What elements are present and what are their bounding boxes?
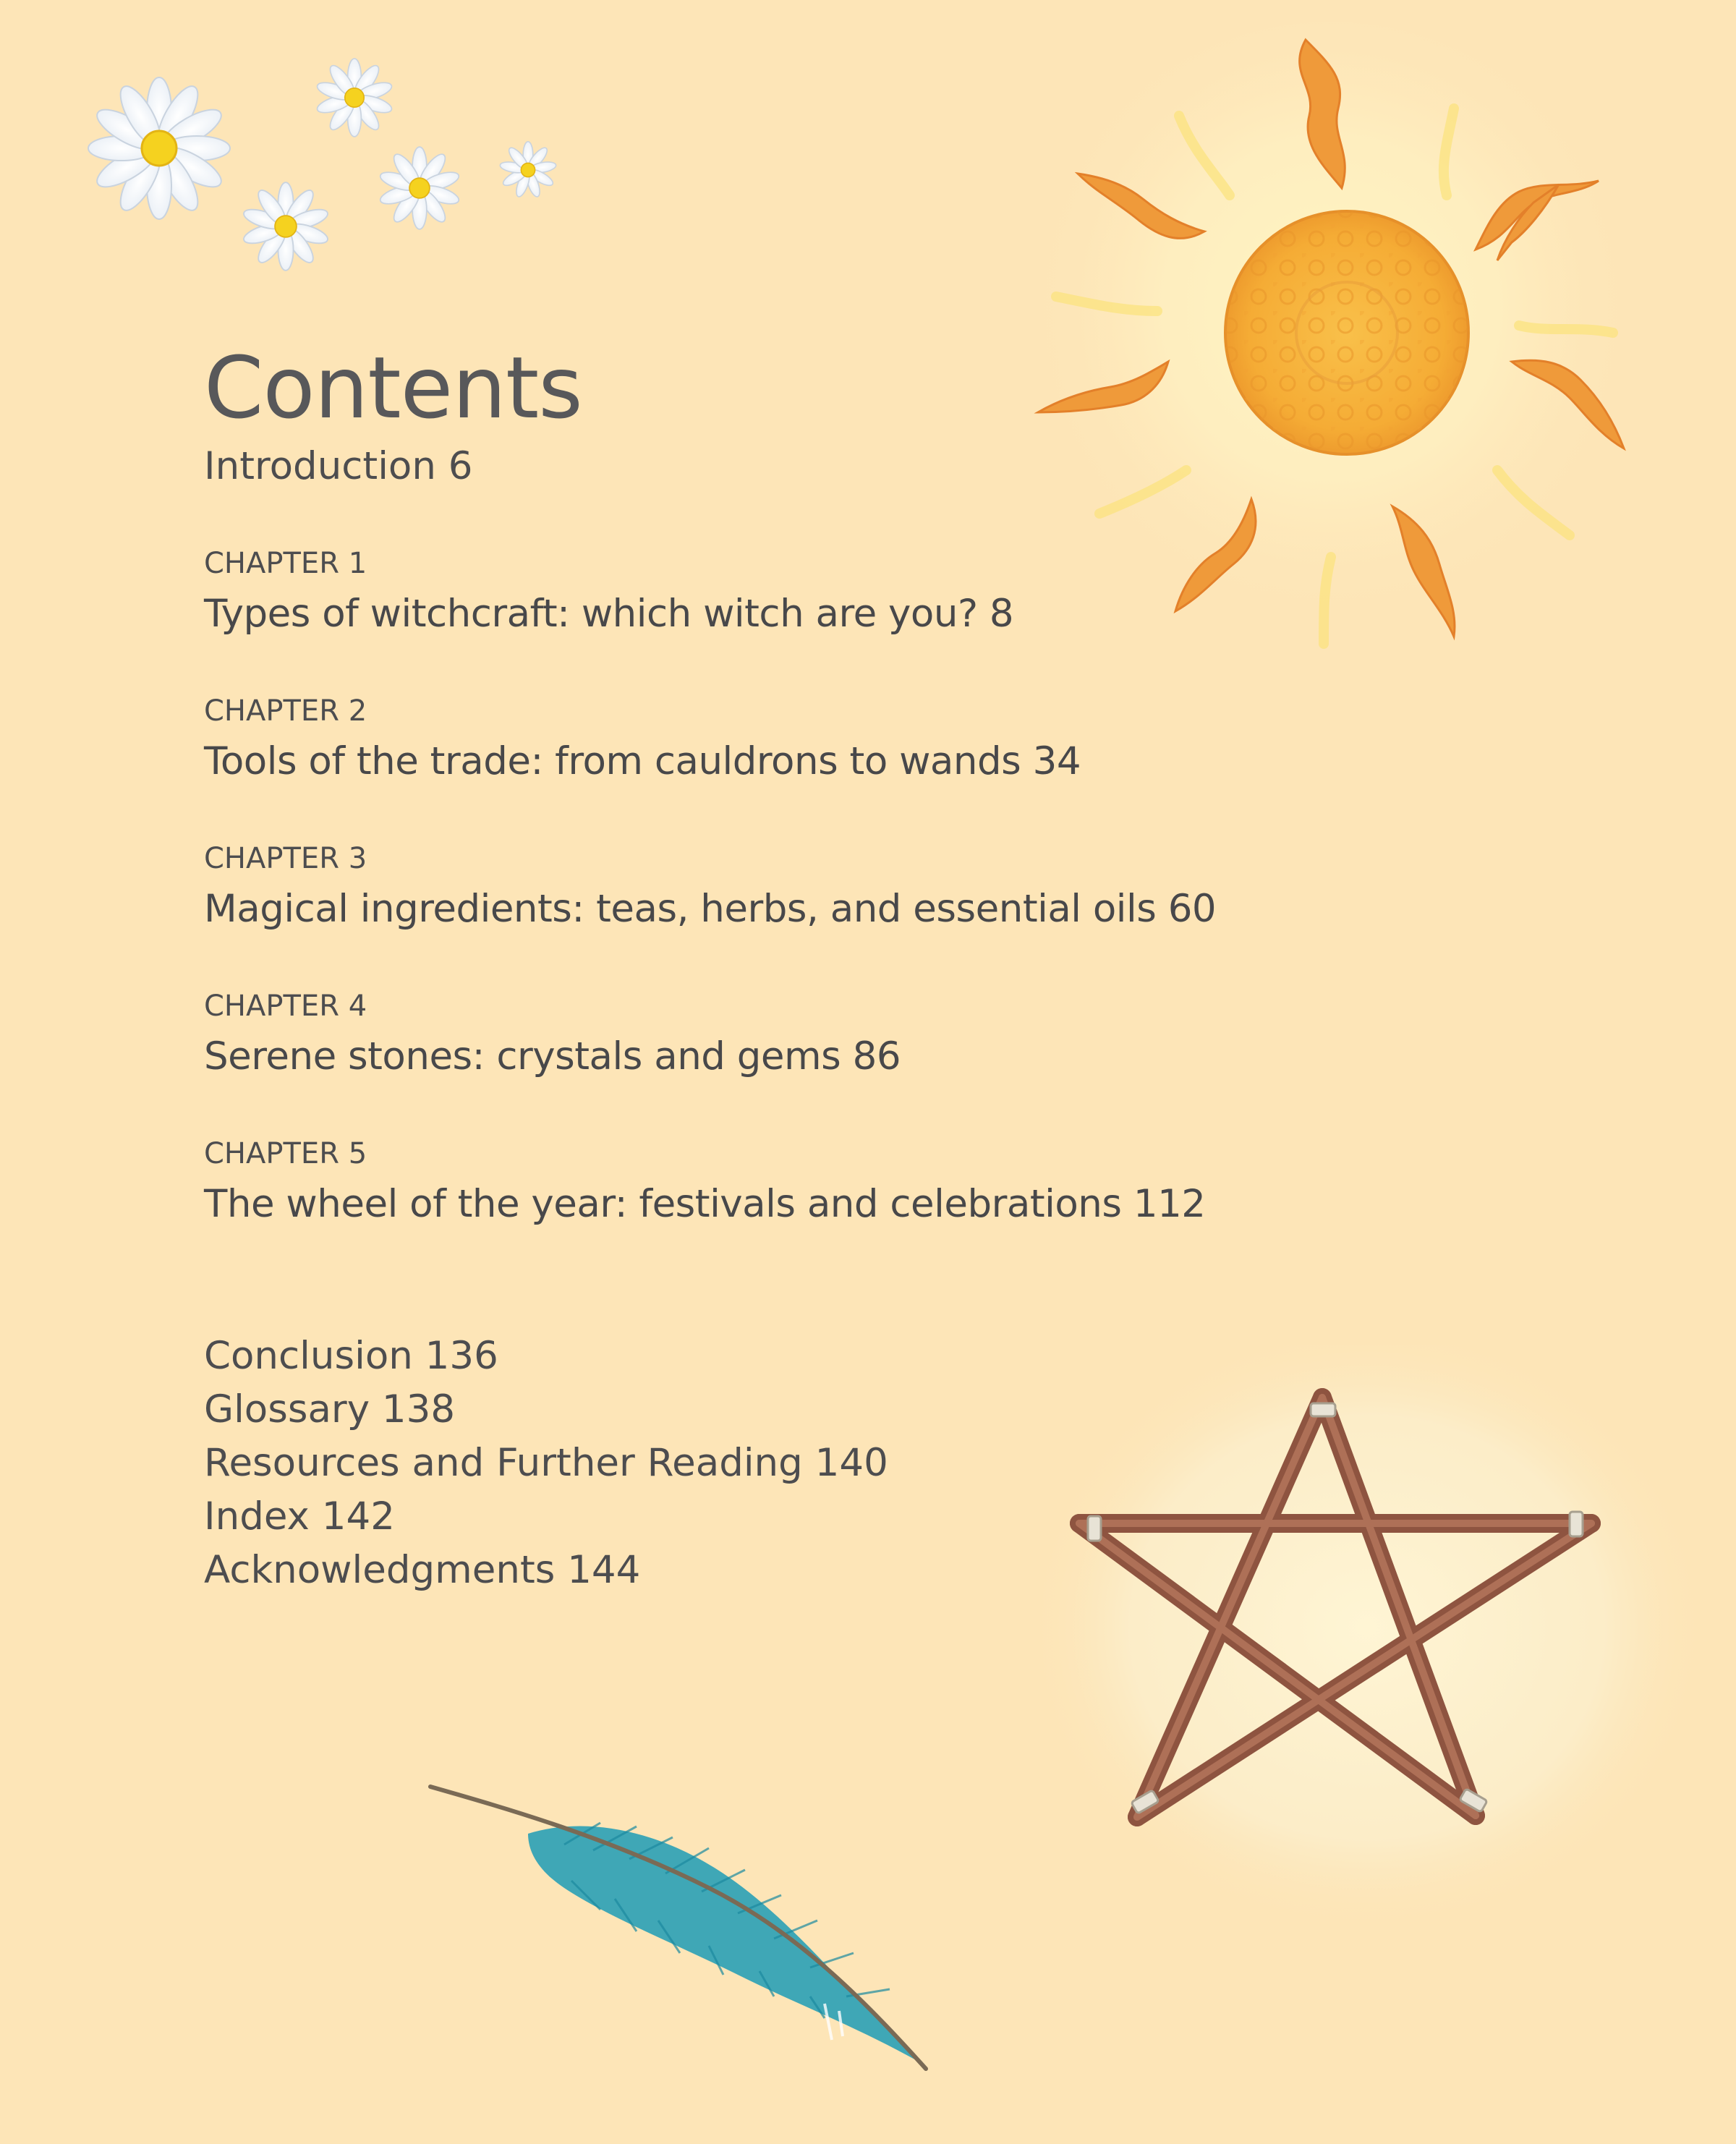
- toc-chapter-4: [204, 988, 1159, 1084]
- chapter-title: Serene stones: crystals and gems 86: [204, 1034, 901, 1079]
- toc-resources: Resources and Further Reading 140: [204, 1441, 888, 1485]
- chapter-title: Tools of the trade: from cauldrons to wands 34: [204, 739, 1081, 783]
- toc-back-matter: [204, 1330, 1159, 1597]
- toc-glossary: Glossary 138: [204, 1387, 456, 1432]
- daisy-lower: [242, 182, 330, 271]
- chapter-title: Magical ingredients: teas, herbs, and essential oils 60: [204, 887, 1217, 931]
- toc-introduction: Introduction 6: [204, 444, 473, 488]
- chapter-label: CHAPTER 3: [204, 842, 367, 875]
- feather-vane: [528, 1826, 919, 2062]
- daisy-flowers-illustration: [58, 51, 579, 282]
- chapter-title: Types of witchcraft: which witch are you? 8: [204, 592, 1014, 636]
- chapter-label: CHAPTER 5: [204, 1137, 367, 1170]
- chapter-label: CHAPTER 4: [204, 990, 367, 1023]
- daisy-large: [88, 77, 230, 219]
- toc-index: Index 142: [204, 1494, 395, 1539]
- toc-chapter-5: [204, 1136, 1206, 1231]
- blue-feather-illustration: [420, 1765, 969, 2083]
- daisy-middle: [378, 147, 461, 229]
- chapter-title: The wheel of the year: festivals and celebrations 112: [204, 1182, 1206, 1226]
- page-title: Contents: [204, 338, 582, 438]
- toc-conclusion: Conclusion 136: [204, 1334, 498, 1378]
- daisy-top: [315, 59, 393, 137]
- toc-acknowledgments: Acknowledgments 144: [204, 1548, 641, 1592]
- daisy-small: [499, 142, 557, 198]
- chapter-label: CHAPTER 1: [204, 547, 367, 580]
- toc-chapter-3: [204, 841, 1217, 936]
- toc-chapter-2: [204, 693, 1159, 788]
- table-of-contents: [204, 440, 1217, 1597]
- toc-chapter-1: [204, 545, 1159, 641]
- chapter-label: CHAPTER 2: [204, 694, 367, 728]
